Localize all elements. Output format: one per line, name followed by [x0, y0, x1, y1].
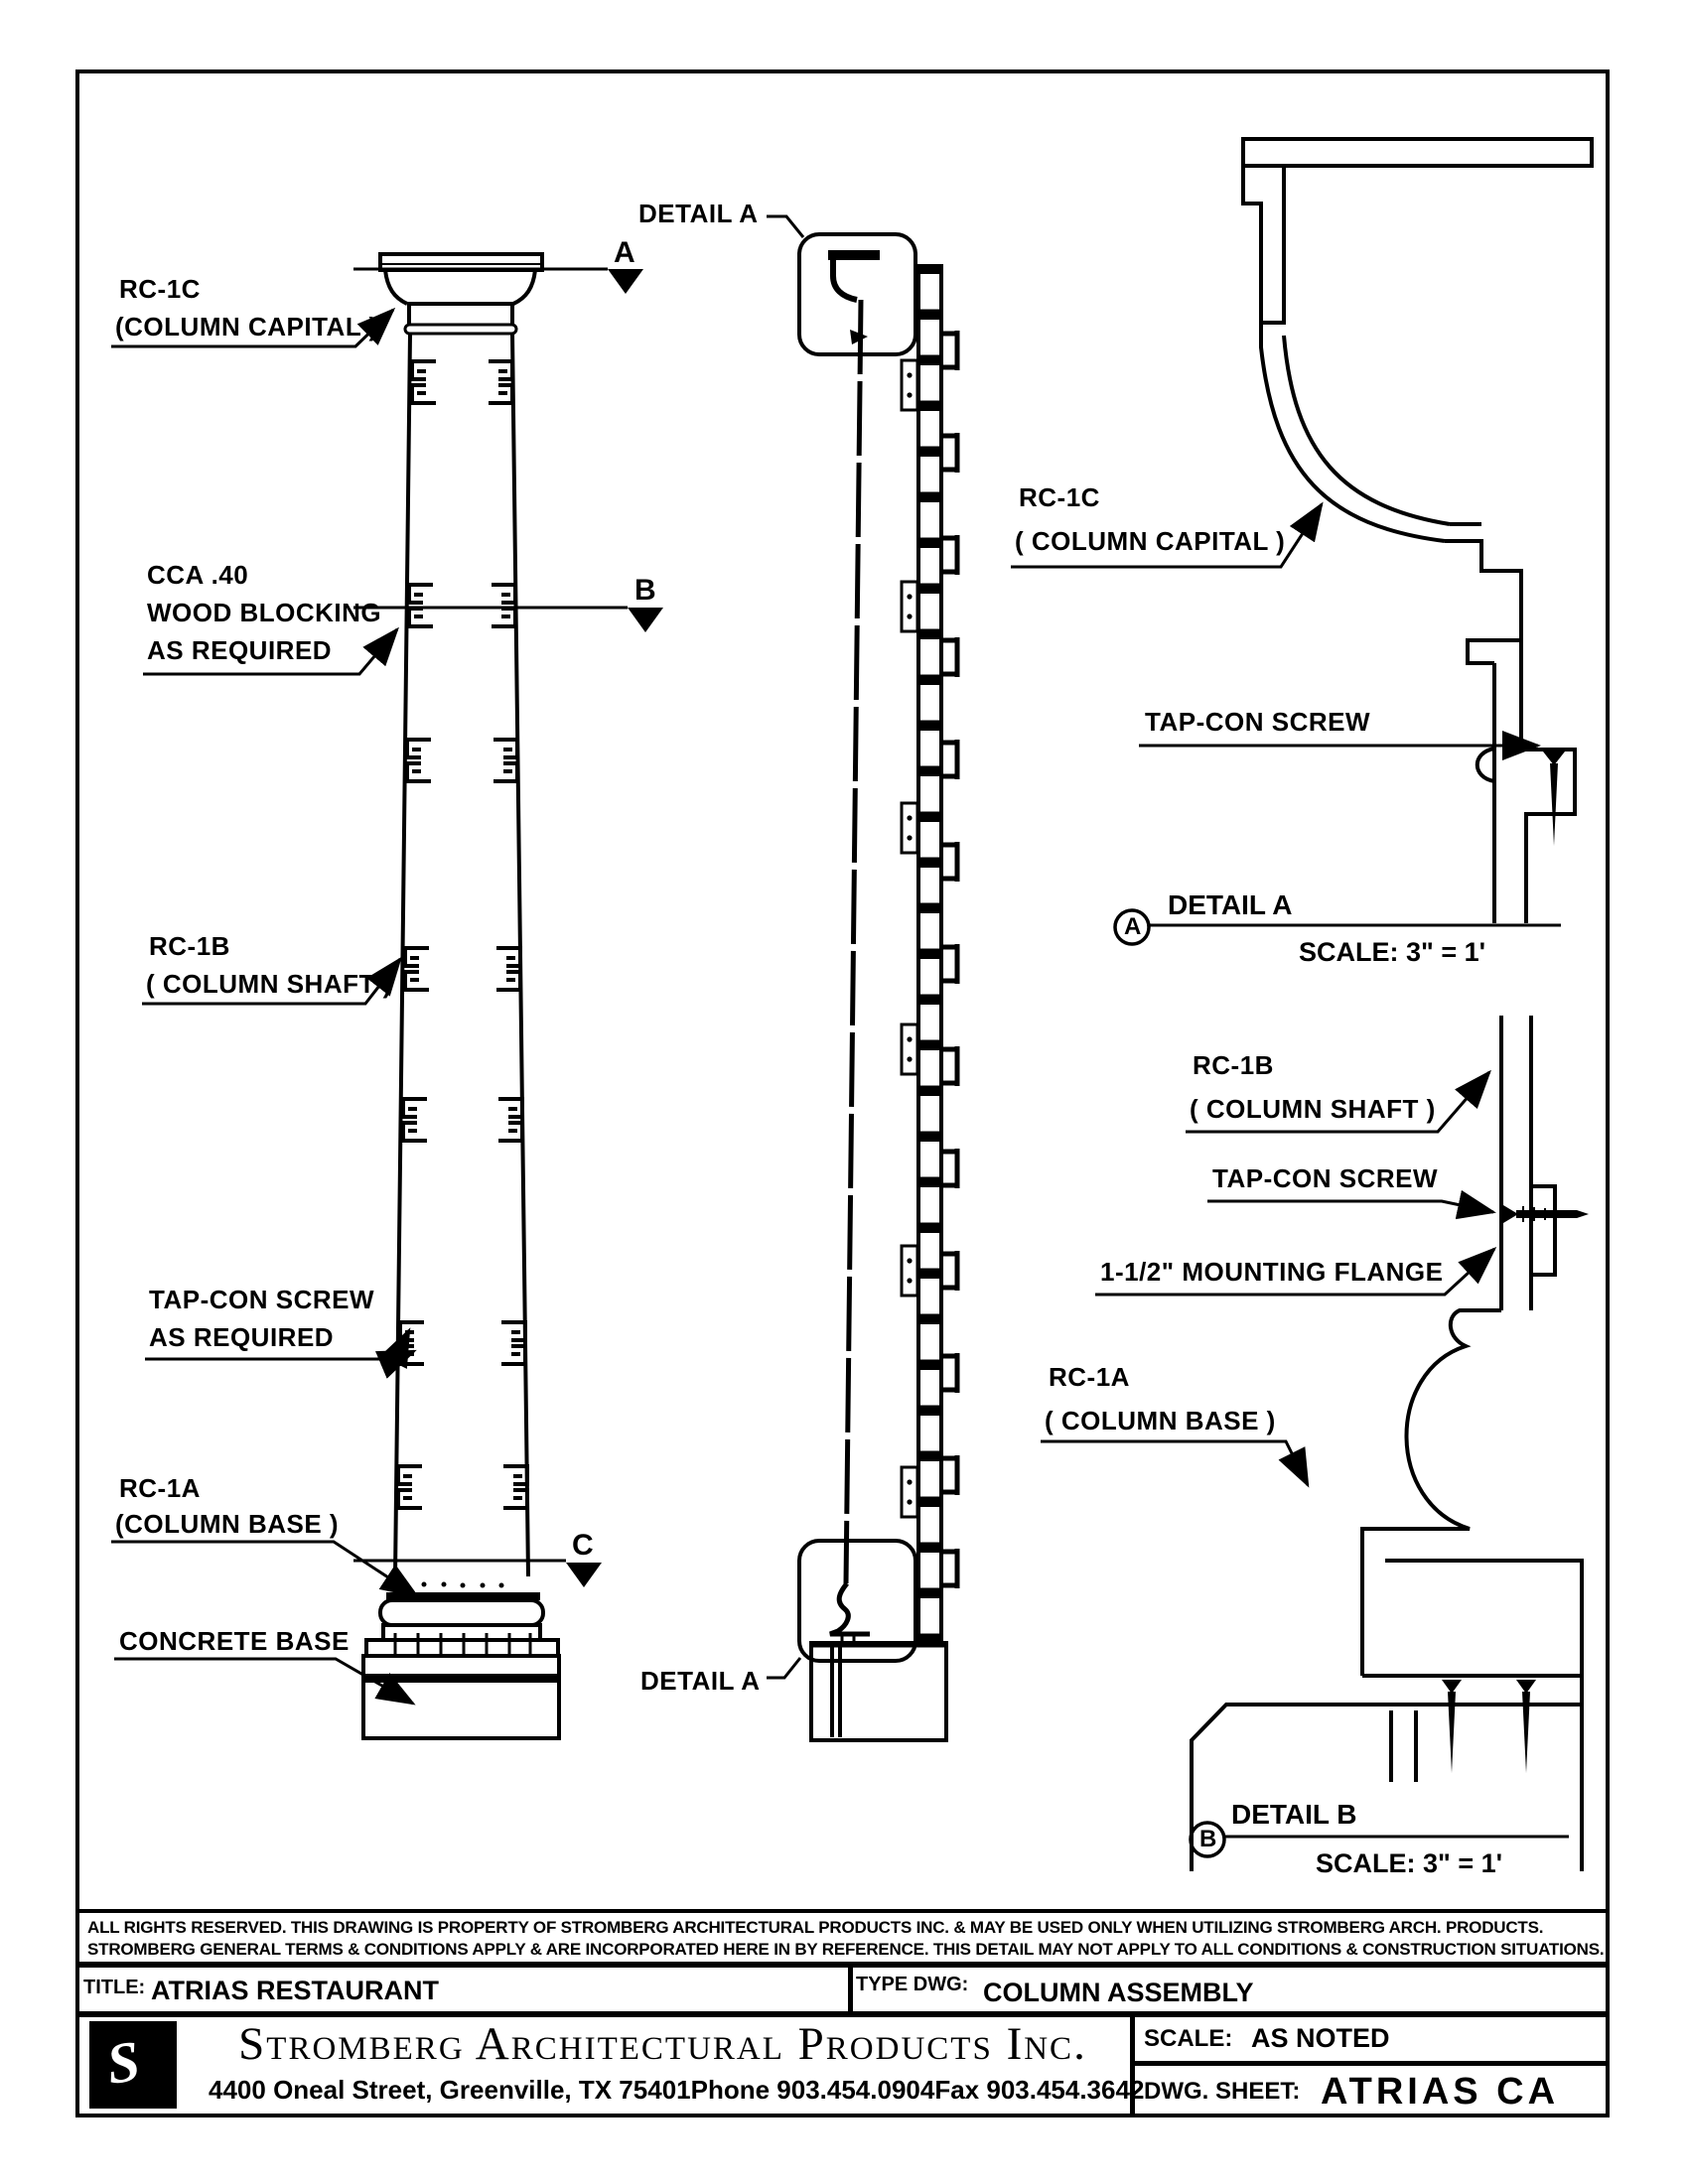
detail-label-rc1b-line1: RC-1B [1193, 1050, 1274, 1080]
label-tapcon-line2: AS REQUIRED [149, 1322, 335, 1352]
detail-label-rc1a-line1: RC-1A [1049, 1362, 1130, 1392]
detail-label-tapcon-a: TAP-CON SCREW [1145, 707, 1371, 737]
label-rc1a-line2: (COLUMN BASE ) [115, 1509, 340, 1539]
detail-a-scale: SCALE: 3" = 1' [1299, 937, 1486, 967]
detail-b-drawing [1041, 1016, 1589, 1871]
company-name: Stromberg Architectural Products Inc. [238, 2018, 1087, 2070]
detail-label-rc1a-line2: ( COLUMN BASE ) [1045, 1406, 1276, 1435]
detail-b-title: DETAIL B [1231, 1799, 1357, 1830]
title-value: ATRIAS RESTAURANT [151, 1976, 439, 2005]
company-street: 4400 Oneal Street, Greenville, TX 75401 [209, 2075, 691, 2105]
column-section [767, 216, 957, 1740]
label-tapcon-line1: TAP-CON SCREW [149, 1285, 375, 1314]
legal-line2: STROMBERG GENERAL TERMS & CONDITIONS APPLY & ARE INCORPORATED HERE IN BY REFERENCE. THIS DETAIL MAY NOT APPLY TO ALL CONDITIONS & CONSTRUCTION SITUATIONS. [87, 1940, 1605, 1959]
label-concrete-base: CONCRETE BASE [119, 1626, 350, 1656]
label-rc1c-line2: (COLUMN CAPITAL ) [115, 312, 378, 341]
detail-label-rc1c-line1: RC-1C [1019, 482, 1100, 512]
detail-b-scale: SCALE: 3" = 1' [1316, 1848, 1503, 1878]
detail-label-mounting-flange: 1-1/2" MOUNTING FLANGE [1100, 1257, 1444, 1287]
label-cca-line1: CCA .40 [147, 560, 249, 590]
company-address-row [209, 2075, 1145, 2106]
label-rc1a-line1: RC-1A [119, 1473, 201, 1503]
company-phone: Phone 903.454.0904 [690, 2075, 935, 2105]
section-marker-c: C [572, 1529, 594, 1562]
legal-notice-box [75, 1909, 1610, 1966]
detail-label-rc1c-line2: ( COLUMN CAPITAL ) [1015, 526, 1286, 556]
title-label: TITLE: [83, 1977, 146, 1998]
label-rc1b-line1: RC-1B [149, 931, 230, 961]
stromberg-logo-letter: S [102, 2028, 144, 2097]
detail-label-rc1b-line2: ( COLUMN SHAFT ) [1190, 1094, 1436, 1124]
detail-a-title: DETAIL A [1168, 889, 1293, 920]
detail-a-bubble-letter: A [1124, 913, 1142, 940]
section-marker-b: B [634, 574, 656, 607]
company-fax: Fax 903.454.3642 [934, 2075, 1145, 2105]
detail-label-tapcon-b: TAP-CON SCREW [1212, 1163, 1439, 1193]
section-marker-a: A [614, 236, 635, 269]
scale-label: SCALE: [1144, 2025, 1233, 2052]
stromberg-logo [89, 2021, 177, 2109]
label-rc1b-line2: ( COLUMN SHAFT ) [146, 969, 392, 999]
type-dwg-label: TYPE DWG: [856, 1974, 969, 1995]
detail-b-bubble-letter: B [1199, 1826, 1217, 1852]
dwg-sheet-label: DWG. SHEET: [1144, 2078, 1301, 2105]
label-rc1c-line1: RC-1C [119, 274, 201, 304]
label-cca-line2: WOOD BLOCKING [147, 598, 382, 627]
label-cca-line3: AS REQUIRED [147, 635, 333, 665]
dwg-sheet-value: ATRIAS CA [1321, 2071, 1560, 2113]
scale-value: AS NOTED [1251, 2023, 1390, 2053]
label-detail-a-bottom: DETAIL A [640, 1666, 761, 1696]
label-detail-a-top: DETAIL A [638, 199, 759, 228]
type-dwg-value: COLUMN ASSEMBLY [983, 1978, 1254, 2007]
legal-line1: ALL RIGHTS RESERVED. THIS DRAWING IS PROPERTY OF STROMBERG ARCHITECTURAL PRODUCTS INC. & MAY BE USED ONLY WHEN UTILIZING STROMBERG ARCH. PRODUCTS. [87, 1918, 1544, 1937]
